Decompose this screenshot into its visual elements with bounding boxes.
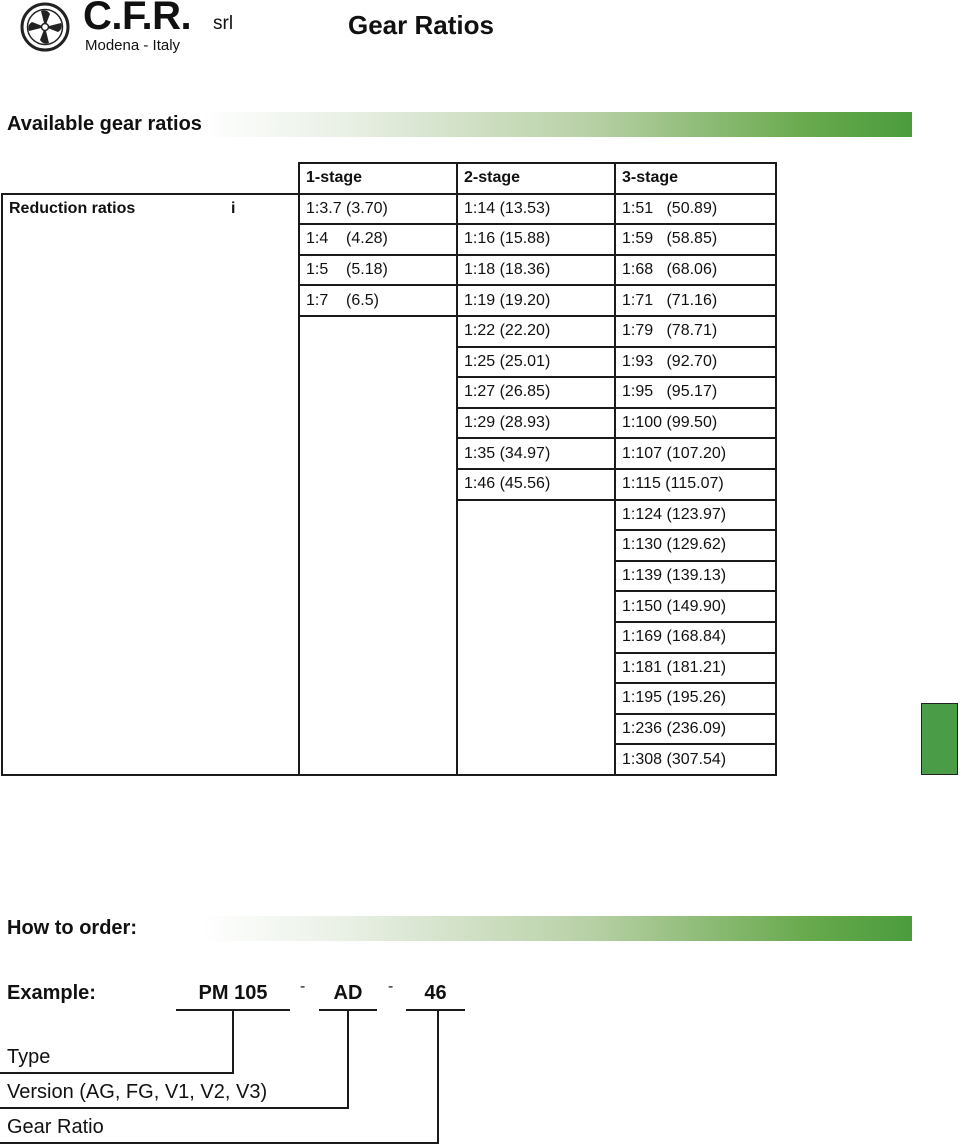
stage3-ratio-cell: 1:100 (99.50) xyxy=(615,408,776,439)
fan-impeller-icon xyxy=(20,2,70,52)
stage3-ratio-cell: 1:71 (71.16) xyxy=(615,285,776,316)
row-label-continuation xyxy=(2,316,299,347)
stage3-ratio-cell: 1:308 (307.54) xyxy=(615,744,776,775)
order-code-separator: - xyxy=(388,978,394,995)
table-row xyxy=(2,683,776,714)
stage1-empty-cell xyxy=(299,653,457,684)
stage2-ratio-cell: 1:35 (34.97) xyxy=(457,438,615,469)
stage3-ratio-cell: 1:124 (123.97) xyxy=(615,500,776,531)
brand-name: C.F.R. xyxy=(83,0,192,38)
stage3-ratio-cell: 1:59 (58.85) xyxy=(615,224,776,255)
table-row xyxy=(2,408,776,439)
page-title: Gear Ratios xyxy=(348,10,494,40)
table-row xyxy=(2,224,776,255)
stage2-ratio-cell: 1:25 (25.01) xyxy=(457,347,615,378)
stage2-empty-cell xyxy=(457,500,615,531)
stage1-empty-cell xyxy=(299,683,457,714)
table-row xyxy=(2,500,776,531)
stage2-ratio-cell: 1:27 (26.85) xyxy=(457,377,615,408)
reduction-ratios-label: Reduction ratios xyxy=(9,200,136,218)
stage3-ratio-cell: 1:130 (129.62) xyxy=(615,530,776,561)
stage1-ratio-cell: 1:3.7 (3.70) xyxy=(299,194,457,225)
stage2-ratio-cell: 1:19 (19.20) xyxy=(457,285,615,316)
label-line-ratio xyxy=(0,1142,439,1144)
side-index-tab xyxy=(921,703,958,775)
stage2-ratio-cell: 1:46 (45.56) xyxy=(457,469,615,500)
table-row xyxy=(2,561,776,592)
stage1-empty-cell xyxy=(299,347,457,378)
code-underline-ratio xyxy=(406,1009,465,1011)
label-line-type xyxy=(0,1072,234,1074)
stage1-empty-cell xyxy=(299,408,457,439)
stage3-ratio-cell: 1:236 (236.09) xyxy=(615,714,776,745)
stage1-ratio-cell: 1:7 (6.5) xyxy=(299,285,457,316)
stage3-ratio-cell: 1:115 (115.07) xyxy=(615,469,776,500)
brand-suffix: srl xyxy=(213,13,234,34)
column-header-3-stage: 3-stage xyxy=(615,163,776,194)
stage1-empty-cell xyxy=(299,438,457,469)
order-code-model: PM 105 xyxy=(198,982,268,1004)
stage1-empty-cell xyxy=(299,622,457,653)
row-label-continuation xyxy=(2,714,299,745)
row-label-continuation xyxy=(2,469,299,500)
stage2-empty-cell xyxy=(457,653,615,684)
stage2-ratio-cell: 1:29 (28.93) xyxy=(457,408,615,439)
table-row xyxy=(2,469,776,500)
stage2-empty-cell xyxy=(457,591,615,622)
column-header-2-stage: 2-stage xyxy=(457,163,615,194)
stage1-ratio-cell: 1:5 (5.18) xyxy=(299,255,457,286)
stage3-ratio-cell: 1:107 (107.20) xyxy=(615,438,776,469)
table-row xyxy=(2,194,776,225)
row-label-continuation xyxy=(2,683,299,714)
table-row xyxy=(2,255,776,286)
table-row xyxy=(2,653,776,684)
stage3-ratio-cell: 1:195 (195.26) xyxy=(615,683,776,714)
row-label-continuation xyxy=(2,653,299,684)
stage2-ratio-cell: 1:22 (22.20) xyxy=(457,316,615,347)
stage1-empty-cell xyxy=(299,591,457,622)
row-label-continuation xyxy=(2,438,299,469)
row-label-continuation xyxy=(2,561,299,592)
stage2-ratio-cell: 1:18 (18.36) xyxy=(457,255,615,286)
table-row xyxy=(2,285,776,316)
table-row xyxy=(2,714,776,745)
brand-location: Modena - Italy xyxy=(85,37,181,54)
stage3-ratio-cell: 1:79 (78.71) xyxy=(615,316,776,347)
leader-line-ratio xyxy=(437,1010,439,1144)
table-row xyxy=(2,438,776,469)
ratio-symbol: i xyxy=(231,200,236,218)
stage3-ratio-cell: 1:93 (92.70) xyxy=(615,347,776,378)
order-label-type: Type xyxy=(7,1046,51,1068)
stage3-ratio-cell: 1:51 (50.89) xyxy=(615,194,776,225)
stage2-empty-cell xyxy=(457,744,615,775)
stage1-empty-cell xyxy=(299,744,457,775)
table-row xyxy=(2,347,776,378)
section-heading-order: How to order: xyxy=(7,917,137,939)
row-label-continuation xyxy=(2,591,299,622)
row-label-continuation xyxy=(2,285,299,316)
row-label-continuation xyxy=(2,530,299,561)
order-code-version: AD xyxy=(333,982,363,1004)
row-label-continuation xyxy=(2,744,299,775)
example-label: Example: xyxy=(7,982,96,1004)
stage2-empty-cell xyxy=(457,683,615,714)
stage1-empty-cell xyxy=(299,316,457,347)
stage3-ratio-cell: 1:95 (95.17) xyxy=(615,377,776,408)
stage3-ratio-cell: 1:139 (139.13) xyxy=(615,561,776,592)
row-label-continuation xyxy=(2,255,299,286)
order-label-ratio: Gear Ratio xyxy=(7,1116,104,1138)
order-label-version: Version (AG, FG, V1, V2, V3) xyxy=(7,1081,268,1103)
table-row xyxy=(2,530,776,561)
table-row xyxy=(2,377,776,408)
gear-ratio-table xyxy=(1,162,777,776)
row-label-continuation xyxy=(2,347,299,378)
row-label-continuation xyxy=(2,224,299,255)
row-label-continuation xyxy=(2,500,299,531)
table-row xyxy=(2,591,776,622)
stage3-ratio-cell: 1:169 (168.84) xyxy=(615,622,776,653)
order-code-separator: - xyxy=(300,978,306,995)
stage1-empty-cell xyxy=(299,469,457,500)
table-row xyxy=(2,744,776,775)
leader-line-type xyxy=(232,1010,234,1074)
table-row xyxy=(2,316,776,347)
stage2-empty-cell xyxy=(457,714,615,745)
stage2-ratio-cell: 1:16 (15.88) xyxy=(457,224,615,255)
table-row xyxy=(2,622,776,653)
stage1-empty-cell xyxy=(299,500,457,531)
stage2-ratio-cell: 1:14 (13.53) xyxy=(457,194,615,225)
row-label-continuation xyxy=(2,377,299,408)
label-line-version xyxy=(0,1107,349,1109)
table-corner xyxy=(2,163,299,194)
stage1-empty-cell xyxy=(299,561,457,592)
stage1-empty-cell xyxy=(299,377,457,408)
stage3-ratio-cell: 1:181 (181.21) xyxy=(615,653,776,684)
row-label-continuation xyxy=(2,408,299,439)
section-heading-ratios: Available gear ratios xyxy=(7,113,202,135)
leader-line-version xyxy=(347,1010,349,1109)
stage2-empty-cell xyxy=(457,530,615,561)
table-header-row xyxy=(2,163,776,194)
column-header-1-stage: 1-stage xyxy=(299,163,457,194)
stage1-ratio-cell: 1:4 (4.28) xyxy=(299,224,457,255)
stage1-empty-cell xyxy=(299,714,457,745)
row-label-cell xyxy=(2,194,299,225)
stage2-empty-cell xyxy=(457,561,615,592)
stage2-empty-cell xyxy=(457,622,615,653)
stage1-empty-cell xyxy=(299,530,457,561)
stage3-ratio-cell: 1:68 (68.06) xyxy=(615,255,776,286)
order-code-ratio: 46 xyxy=(424,982,447,1004)
row-label-continuation xyxy=(2,622,299,653)
stage3-ratio-cell: 1:150 (149.90) xyxy=(615,591,776,622)
